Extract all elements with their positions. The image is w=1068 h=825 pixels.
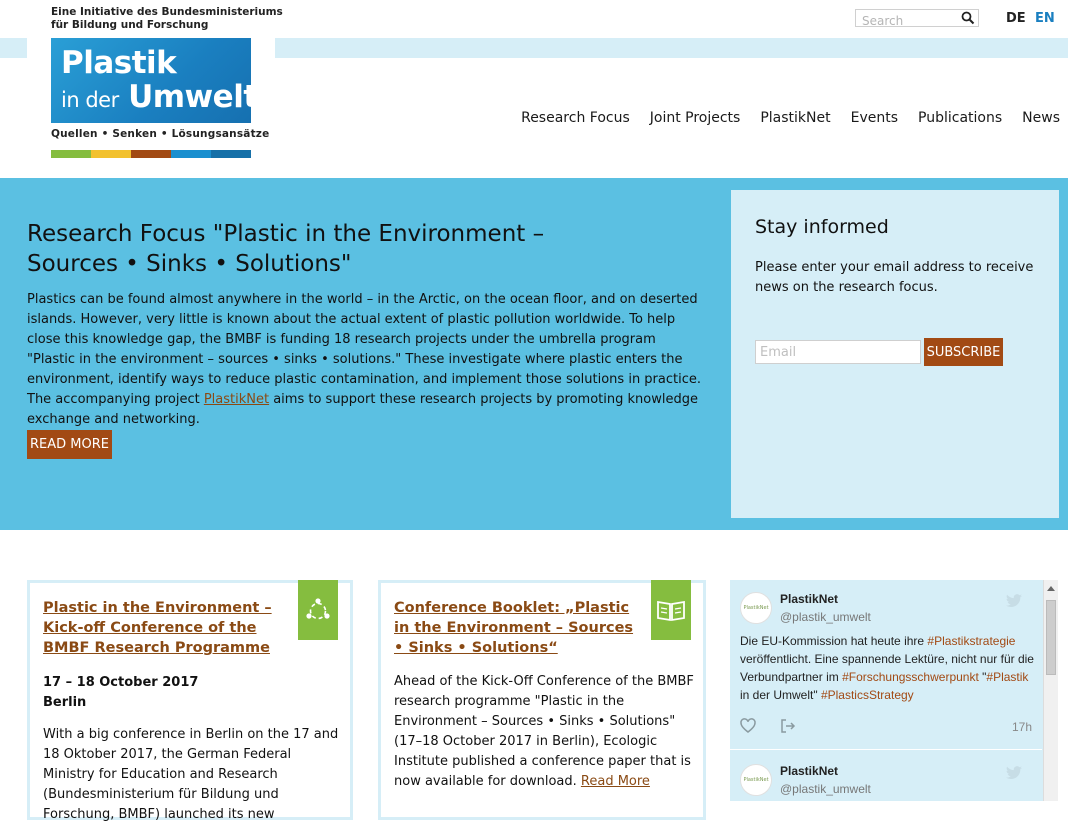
event-badge xyxy=(298,580,338,640)
tweet-text xyxy=(740,632,1036,704)
card-text xyxy=(394,672,694,792)
card-text-body: Ahead of the Kick-Off Conference of the BMBF research programme "Plastic in the Environment – Sources • Sinks • Solutions" (17–18 October 2017 in Berlin), Ecologic Institute published a conference paper that is now available for download. xyxy=(394,674,694,789)
tweet-author-handle[interactable]: @plastik_umwelt xyxy=(780,782,871,796)
logo-bar xyxy=(51,150,91,158)
nav-research-focus[interactable]: Research Focus xyxy=(521,110,630,126)
nav-news[interactable]: News xyxy=(1022,110,1060,126)
publication-card xyxy=(378,580,706,820)
logo-line-2 xyxy=(61,79,258,117)
logo-bar xyxy=(91,150,131,158)
heart-icon[interactable] xyxy=(740,718,756,734)
card-title[interactable]: Plastic in the Environment – Kick-off Conference of the BMBF Research Programme xyxy=(43,600,272,656)
hashtag-link[interactable]: #Plastik xyxy=(986,670,1029,684)
avatar[interactable]: PlastikNet xyxy=(740,764,772,796)
scroll-up-arrow-icon[interactable] xyxy=(1047,586,1055,591)
tagline-line-2: für Bildung und Forschung xyxy=(51,19,209,31)
tweet-author-name[interactable]: PlastikNet xyxy=(780,764,839,778)
site-header xyxy=(0,0,1068,178)
read-more-button[interactable]: READ MORE xyxy=(27,430,112,459)
plastiknet-link[interactable]: PlastikNet xyxy=(203,392,270,407)
logo-bar xyxy=(131,150,171,158)
publication-badge xyxy=(651,580,691,640)
logo-subtitle: Quellen • Senken • Lösungsansätze xyxy=(51,128,270,140)
hashtag-link[interactable]: #Plastikstrategie xyxy=(927,634,1016,648)
share-icon[interactable] xyxy=(780,718,796,734)
newsletter-title: Stay informed xyxy=(755,216,889,238)
logo-word-in-der: in der xyxy=(61,88,119,112)
tweet-text-part: " xyxy=(978,670,987,684)
logo-bar xyxy=(171,150,211,158)
logo-word-umwelt: Umwelt xyxy=(128,79,258,115)
hero-text-part-2: aims to support these research projects by promoting knowledge exchange and networking. xyxy=(27,392,698,427)
hashtag-link[interactable]: #PlasticsStrategy xyxy=(820,688,914,702)
newsletter-box xyxy=(731,190,1059,518)
twitter-feed[interactable] xyxy=(730,580,1058,801)
language-en-link[interactable]: EN xyxy=(1035,11,1055,26)
twitter-bird-icon[interactable] xyxy=(1006,766,1022,780)
people-network-icon xyxy=(305,597,331,623)
search-box xyxy=(855,9,979,27)
twitter-bird-icon[interactable] xyxy=(1006,594,1022,608)
nav-publications[interactable]: Publications xyxy=(918,110,1003,126)
scrollbar-thumb[interactable] xyxy=(1046,600,1056,675)
newsletter-description: Please enter your email address to receive news on the research focus. xyxy=(755,260,1034,295)
hero-description xyxy=(27,290,707,430)
hero-text-part-1: Plastics can be found almost anywhere in the world – in the Arctic, on the ocean floor, and on deserted islands. However, very little is known about the actual extent of plastic pollution worldwide. To help close this knowledge gap, the BMBF is funding 18 research projects under the umbrella program "Plastic in the environment – sources • sinks • solutions." These investigate where plastic enters the environment, identify ways to reduce plastic contamination, and implement those solutions in practice. The accompanying project xyxy=(27,292,702,407)
nav-joint-projects[interactable]: Joint Projects xyxy=(649,110,741,126)
hero-section xyxy=(0,178,1068,530)
site-logo[interactable] xyxy=(51,38,258,123)
event-card xyxy=(27,580,353,820)
tweet xyxy=(730,580,1042,750)
nav-events[interactable]: Events xyxy=(850,110,899,126)
search-icon[interactable] xyxy=(961,11,975,25)
tweet-author-handle[interactable]: @plastik_umwelt xyxy=(780,610,871,624)
event-date: 17 – 18 October 2017 xyxy=(43,675,199,690)
hashtag-link[interactable]: #Forschungsschwerpunkt xyxy=(842,670,979,684)
nav-plastiknet[interactable]: PlastikNet xyxy=(760,110,831,126)
search-input[interactable] xyxy=(856,13,956,29)
hero-title xyxy=(27,219,547,279)
hero-title-line-1: Research Focus "Plastic in the Environment – xyxy=(27,221,545,247)
tweet-text-part: in der Umwelt" xyxy=(740,688,821,702)
subscribe-button[interactable]: SUBSCRIBE xyxy=(924,338,1003,366)
read-more-link[interactable]: Read More xyxy=(580,774,650,789)
twitter-scrollbar[interactable] xyxy=(1043,580,1058,801)
language-de-link[interactable]: DE xyxy=(1006,11,1026,26)
main-navigation xyxy=(521,110,1060,126)
avatar[interactable]: PlastikNet xyxy=(740,592,772,624)
tagline-line-1: Eine Initiative des Bundesministeriums xyxy=(51,6,283,18)
hero-title-line-2: Sources • Sinks • Solutions" xyxy=(27,251,352,277)
tweet-author-name[interactable]: PlastikNet xyxy=(780,592,839,606)
tweet-text-part: Die EU-Kommission hat heute ihre xyxy=(740,634,928,648)
tweet-timestamp[interactable]: 17h xyxy=(1011,720,1032,734)
card-title[interactable]: Conference Booklet: „Plastic in the Environment – Sources • Sinks • Solutions“ xyxy=(394,600,634,656)
tweet xyxy=(730,752,1042,812)
open-book-icon xyxy=(656,598,686,622)
tweet-text-part: veröffentlicht. Eine spannende Lektüre, nicht nur für die Verbundpartner im xyxy=(740,652,1034,684)
card-text: With a big conference in Berlin on the 17 and 18 Oktober 2017, the German Federal Ministry for Education and Research (Bundesministerium für Bildung und Forschung, BMBF) launched its new xyxy=(43,727,339,822)
logo-word-plastik: Plastik xyxy=(61,45,177,81)
logo-color-bars xyxy=(51,150,251,158)
logo-bar xyxy=(211,150,251,158)
ministry-tagline xyxy=(51,6,283,32)
email-field[interactable] xyxy=(755,340,921,364)
header-accent-strip-right xyxy=(275,38,1068,58)
header-accent-strip-left xyxy=(0,38,27,58)
event-location: Berlin xyxy=(43,695,87,710)
